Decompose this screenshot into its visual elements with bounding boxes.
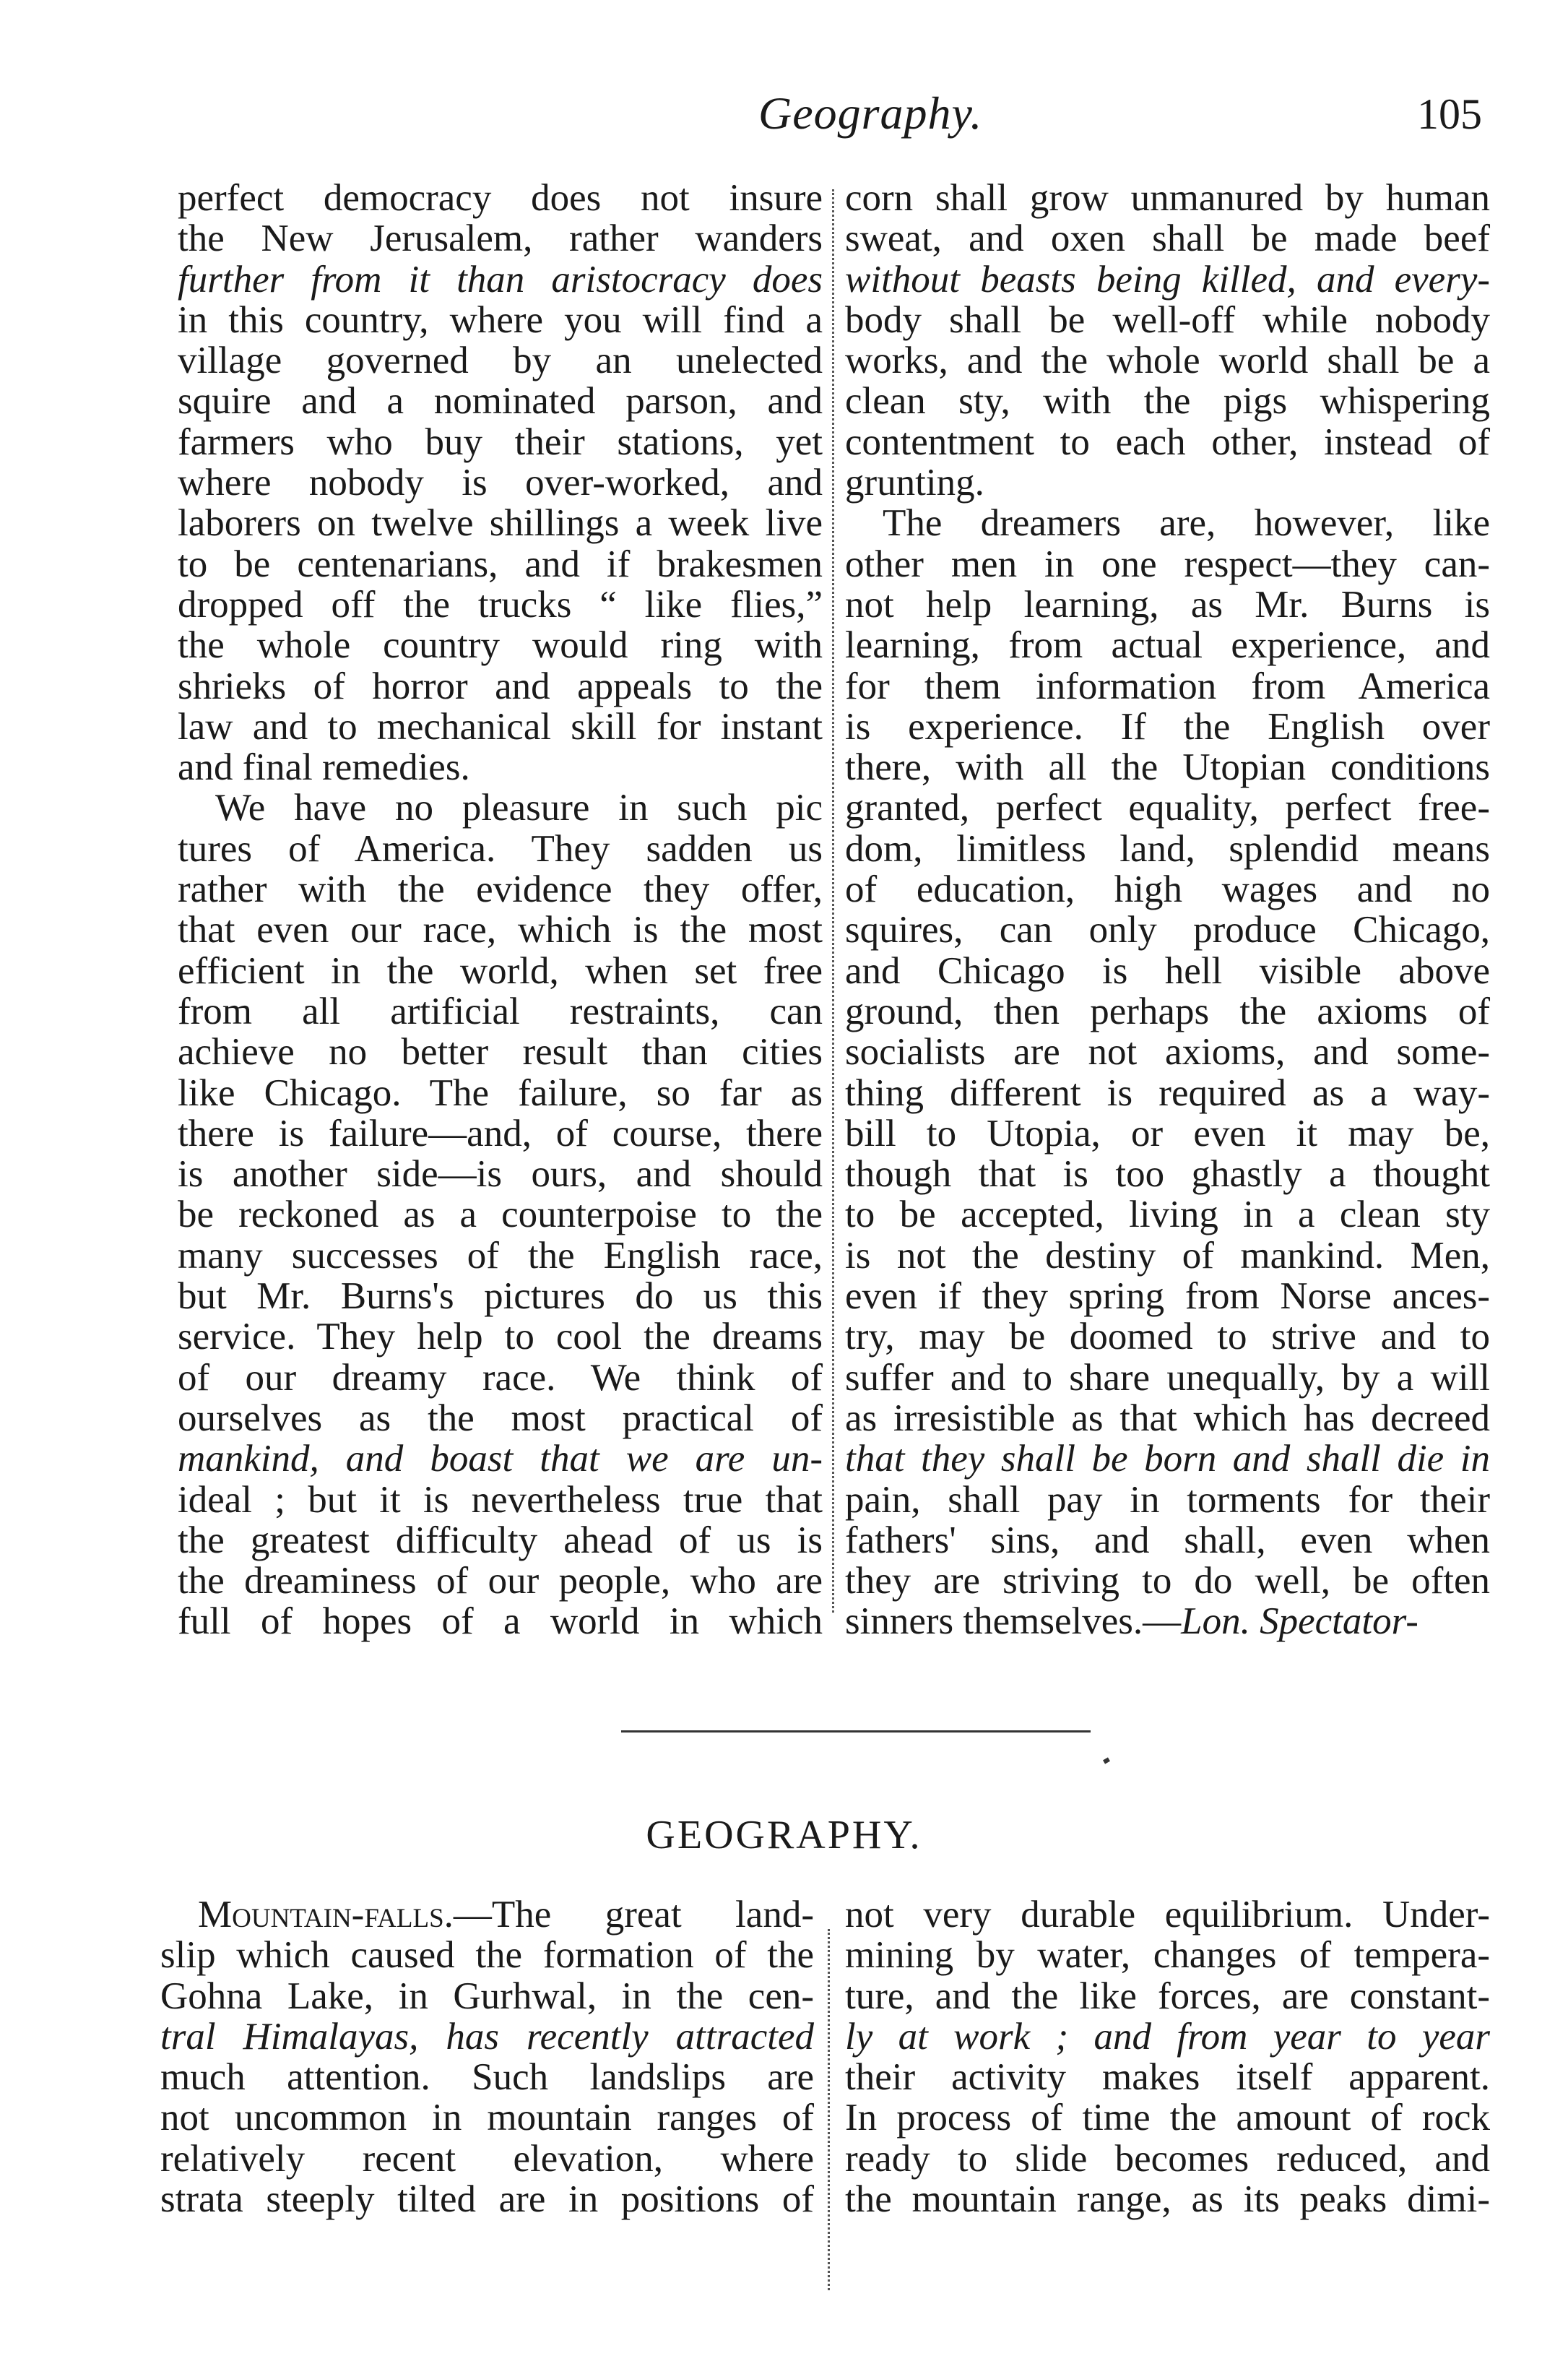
attribution: Lon. Spectator-	[1181, 1600, 1418, 1643]
text-line: dom, limitless land, splendid means	[845, 827, 1490, 870]
column-divider-top	[832, 189, 834, 1613]
text-line: fathers' sins, and shall, even when	[845, 1519, 1490, 1561]
text-line: and final remedies.	[178, 746, 470, 789]
text-line: try, may be doomed to strive and to	[845, 1316, 1490, 1358]
text-line: laborers on twelve shillings a week live	[178, 502, 823, 545]
section-heading: GEOGRAPHY.	[646, 1813, 922, 1857]
text-line: ly at work ; and from year to year	[845, 2015, 1490, 2058]
text-line: clean sty, with the pigs whispering	[845, 380, 1490, 423]
text-line: the New Jerusalem, rather wanders	[178, 217, 823, 260]
text-line: Gohna Lake, in Gurhwal, in the cen-	[160, 1975, 814, 2017]
text-line: shrieks of horror and appeals to the	[178, 665, 823, 707]
text-line: is not the destiny of mankind. Men,	[845, 1234, 1490, 1277]
text-line: law and to mechanical skill for instant	[178, 705, 823, 748]
text-line: and Chicago is hell visible above	[845, 949, 1490, 992]
text-line: rather with the evidence they offer,	[178, 868, 823, 911]
text-line: In process of time the amount of rock	[845, 2097, 1490, 2139]
article-bottom-left-column	[160, 1894, 814, 2219]
text-line: farmers who buy their stations, yet	[178, 420, 823, 463]
text-line: many successes of the English race,	[178, 1234, 823, 1277]
text-line: strata steeply tilted are in positions of	[160, 2178, 814, 2221]
text-line: ready to slide becomes reduced, and	[845, 2137, 1490, 2180]
text-line: as irresistible as that which has decreed	[845, 1397, 1490, 1439]
text-line: of our dreamy race. We think of	[178, 1356, 823, 1399]
text-line: village governed by an unelected	[178, 340, 823, 382]
text-line: body shall be well-off while nobody	[845, 298, 1490, 341]
text-line: learning, from actual experience, and	[845, 624, 1490, 667]
text-line: to be accepted, living in a clean sty	[845, 1194, 1490, 1236]
text-line: —The great land-	[453, 1894, 814, 1936]
text-line: even if they spring from Norse ances-	[845, 1275, 1490, 1318]
text-line: ground, then perhaps the axioms of	[845, 990, 1490, 1032]
text-line: that even our race, which is the most	[178, 909, 823, 952]
text-line: where nobody is over-worked, and	[178, 462, 823, 504]
text-line: sinners themselves.—	[845, 1600, 1182, 1643]
text-line: works, and the whole world shall be a	[845, 340, 1490, 382]
text-line: from all artificial restraints, can	[178, 990, 823, 1032]
text-line: contentment to each other, instead of	[845, 420, 1490, 463]
text-line: We have no pleasure in such pic	[215, 787, 823, 829]
text-line: there is failure—and, of course, there	[178, 1112, 823, 1155]
section-divider-mark	[1103, 1757, 1110, 1764]
text-line: like Chicago. The failure, so far as	[178, 1071, 823, 1114]
article-top-right-column	[845, 178, 1490, 1642]
text-line: the whole country would ring with	[178, 624, 823, 667]
article-bottom-right-column	[845, 1894, 1490, 2219]
text-line: there, with all the Utopian conditions	[845, 746, 1490, 789]
text-line: the mountain range, as its peaks dimi-	[845, 2178, 1490, 2221]
text-line: ideal ; but it is nevertheless true that	[178, 1478, 823, 1521]
text-line: they are striving to do well, be often	[845, 1560, 1490, 1602]
text-line: relatively recent elevation, where	[160, 2137, 814, 2180]
text-line: their activity makes itself apparent.	[845, 2056, 1490, 2099]
text-line: dropped off the trucks “ like flies,”	[178, 583, 823, 626]
text-line: the dreaminess of our people, who are	[178, 1560, 823, 1602]
text-line: ourselves as the most practical of	[178, 1397, 823, 1439]
text-line: pain, shall pay in torments for their	[845, 1478, 1490, 1521]
column-divider-bottom	[828, 1929, 830, 2290]
text-line: to be centenarians, and if brakesmen	[178, 543, 823, 585]
text-line: further from it than aristocracy does	[178, 258, 823, 301]
text-line: perfect democracy does not insure	[178, 177, 823, 219]
text-line: for them information from America	[845, 665, 1490, 707]
text-line: thing different is required as a way-	[845, 1071, 1490, 1114]
text-line: but Mr. Burns's pictures do us this	[178, 1275, 823, 1318]
text-line: tral Himalayas, has recently attracted	[160, 2015, 814, 2058]
text-line: not uncommon in mountain ranges of	[160, 2097, 814, 2139]
text-line: of education, high wages and no	[845, 868, 1490, 911]
article-top-left-column	[178, 178, 823, 1642]
text-line: squires, can only produce Chicago,	[845, 909, 1490, 952]
text-line: is another side—is ours, and should	[178, 1153, 823, 1196]
run-in-title: Mountain-falls.	[198, 1894, 454, 1936]
text-line: in this country, where you will find a	[178, 298, 823, 341]
text-line-with-attribution	[845, 1601, 1490, 1641]
text-line: service. They help to cool the dreams	[178, 1316, 823, 1358]
running-title: Geography.	[758, 87, 983, 139]
text-line: mining by water, changes of tempera-	[845, 1934, 1490, 1977]
text-line: other men in one respect—they can-	[845, 543, 1490, 585]
text-line: without beasts being killed, and every-	[845, 258, 1490, 301]
text-line: squire and a nominated parson, and	[178, 380, 823, 423]
text-line: ture, and the like forces, are constant-	[845, 1975, 1490, 2017]
text-line: The dreamers are, however, like	[883, 502, 1490, 545]
text-line: is experience. If the English over	[845, 705, 1490, 748]
text-line: tures of America. They sadden us	[178, 827, 823, 870]
text-line: sweat, and oxen shall be made beef	[845, 217, 1490, 260]
text-line: grunting.	[845, 462, 984, 504]
text-line: not help learning, as Mr. Burns is	[845, 583, 1490, 626]
text-line: slip which caused the formation of the	[160, 1934, 814, 1977]
section-divider-rule	[621, 1730, 1091, 1733]
text-line: granted, perfect equality, perfect free-	[845, 787, 1490, 829]
text-line: corn shall grow unmanured by human	[845, 177, 1490, 219]
text-line-with-title	[160, 1894, 814, 1935]
text-line: suffer and to share unequally, by a will	[845, 1356, 1490, 1399]
text-line: be reckoned as a counterpoise to the	[178, 1194, 823, 1236]
text-line: achieve no better result than cities	[178, 1031, 823, 1074]
text-line: that they shall be born and shall die in	[845, 1438, 1490, 1480]
text-line: bill to Utopia, or even it may be,	[845, 1112, 1490, 1155]
text-line: efficient in the world, when set free	[178, 949, 823, 992]
text-line: the greatest difficulty ahead of us is	[178, 1519, 823, 1561]
text-line: much attention. Such landslips are	[160, 2056, 814, 2099]
page-number: 105	[1417, 90, 1482, 138]
text-line: though that is too ghastly a thought	[845, 1153, 1490, 1196]
text-line: not very durable equilibrium. Under-	[845, 1894, 1490, 1936]
text-line: mankind, and boast that we are un-	[178, 1438, 823, 1480]
text-line: full of hopes of a world in which	[178, 1600, 823, 1643]
text-line: socialists are not axioms, and some-	[845, 1031, 1490, 1074]
